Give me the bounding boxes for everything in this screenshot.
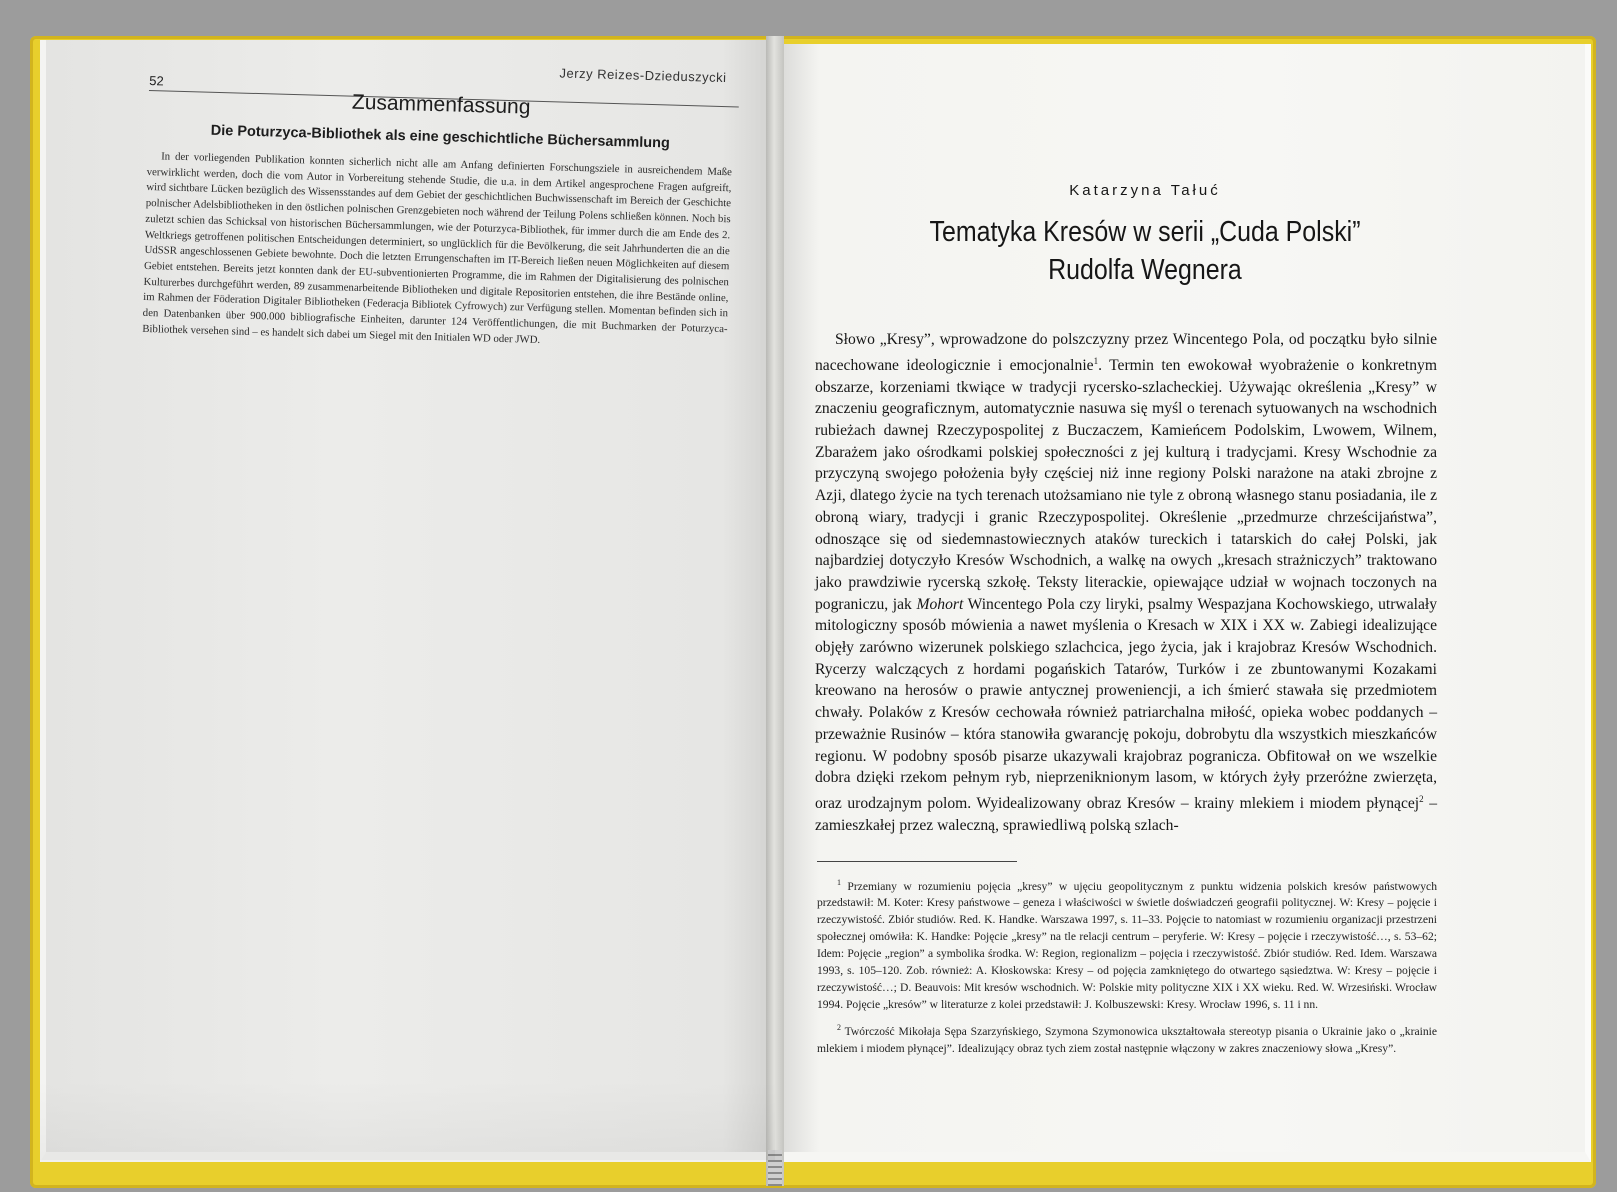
article-body xyxy=(815,329,1437,837)
page-number: 52 xyxy=(149,73,739,107)
running-head: Jerzy Reizes-Dzieduszycki xyxy=(559,65,727,86)
footnote-mark: 2 xyxy=(837,1023,841,1033)
article-author: Katarzyna Tałuć xyxy=(1069,182,1221,199)
footnote-rule xyxy=(817,861,1017,862)
page-shadow xyxy=(40,1080,775,1160)
body-text: Słowo „Kresy”, wprowadzone do polszczyzny przez Wincentego Pola, od początku było silnie nacechowane ideologicznie i emocjonalnie xyxy=(815,331,1437,374)
article-title xyxy=(892,213,1398,289)
left-page-content xyxy=(142,54,735,354)
footnote-ref: 1 xyxy=(1093,355,1099,366)
body-text: – zamieszkałej przez waleczną, sprawiedliwą polską szlach- xyxy=(815,795,1437,834)
body-text: . Termin ten ewokował wyobrażenie o konkretnym obszarze, korzeniami tkwiące w tradycji rycersko-szlacheckiej. Używając określenia „Kresy” w znaczeniu geograficznym, automatycznie nasuwa się myśl o terenach sytuowanych na wschodnich rubieżach dawnej Rzeczypospolitej z Buczaczem, Kamieńcem Podolskim, Lwowem, Wilnem, Zbarażem jako ośrodkami polskiej społeczności z jej kulturą i tradycjami. Kresy Wschodnie za przyczyną swojego położenia były częściej niż inne regiony Polski narażone na ataki zbrojne z Azji, dlatego życie na tych terenach utożsamiano nie tyle z obroną własnego stanu posiadania, ile z obroną wiary, tradycji i granic Rzeczypospolitej. Określenie „przedmurze chrześcijaństwa”, odnoszące się od siedemnastowiecznych ataków tureckich i tatarskich do całej Polski, jak najbardziej dotyczyło Kresów Wschodnich, a walkę na owych „kresach strażniczych” traktowano jako prawdziwie rycerską szkołę. Teksty literackie, opiewające udział w wojnach toczonych na pograniczu, jak xyxy=(815,356,1437,613)
footnote-text: Przemiany w rozumieniu pojęcia „kresy” w ujęciu geopolitycznym z punktu widzenia polskich kresów państwowych przedstawił: M. Koter: Kresy państwowe – geneza i właściwości w świetle doświadczeń geografii politycznej. W: Kresy – pojęcie i rzeczywistość. Zbiór studiów. Red. K. Handke. Warszawa 1997, s. 11–33. Pojęcie to natomiast w rozumieniu organizacji przestrzeni społecznej omówiła: K. Handke: Pojęcie „kresy” na tle relacji centrum – peryferie. W: Kresy – pojęcie i rzeczywistość…, s. 53–62; Idem: Pojęcie „region” a symbolika środka. W: Region, regionalizm – pojęcia i rzeczywistość. Zbiór studiów. Red. Idem. Warszawa 1993, s. 105–120. Zob. również: A. Kłoskowska: Kresy – od pojęcia zamkniętego do otwartego sąsiedztwa. W: Kresy – pojęcie i rzeczywistość…; D. Beauvois: Mit kresów wschodnich. W: Polskie mity polityczne XIX i XX wieku. Red. W. Wrzesiński. Wrocław 1994. Pojęcie „kresów” w literaturze z kolei przedstawił: J. Kolbuszewski: Kresy. Wrocław 1996, s. 11 i nn. xyxy=(817,879,1437,1012)
article-title-line2: Rudolfa Wegnera xyxy=(1048,254,1242,286)
body-text: Wincentego Pola czy liryki, psalmy Wespazjana Kochowskiego, utrwalały mitologiczny sposób mówienia a nawet myślenia o Kresach w XIX i XX w. Zabiegi idealizujące objęły zarówno wizerunek polskiego szlachcica, jego życia, jak i krajobraz Kresów Wschodnich. Rycerzy walczących z hordami pogańskich Tatarów, Turków i ze zbuntowanymi Kozakami kreowano na herosów o prawie antycznej proweniencji, a ich śmierć stawała się przedmiotem chwały. Polaków z Kresów cechowała również patriarchalna miłość, opieka wobec poddanych – przeważnie Rusinów – która stanowiła gwarancję pokoju, dobrobytu dla wszystkich mieszkańców regionu. W podobny sposób pisarze ukazywali krajobraz pogranicza. Obfitował on we wszelkie dobra dzięki rzekom pełnym ryb, nieprzeniknionym lasom, w których żyły przeróżne zwierzęta, oraz urodzajnym polom. Wyidealizowany obraz Kresów – krainy mlekiem i miodem płynącej xyxy=(815,595,1437,813)
book-gutter xyxy=(766,36,784,1186)
summary-body: In der vorliegenden Publikation konnten sicherlich nicht alle am Anfang definierten Forschungsziele in ausreichendem Maße verwirklicht werden, doch die vom Autor in Vorbereitung stehende Studie, die u.a. in dem Artikel angesprochene Fragen aufgreift, wird sichtbare Lücken bezüglich des Wissensstandes auf dem Gebiet der geschichtlichen Buchwissenschaft im Bereich der Geschichte polnischer Adelsbibliotheken in den östlichen polnischen Grenzgebieten noch während der Teilung Polens schließen können. Noch bis zuletzt schien das Schicksal von historischen Büchersammlungen, wie der Poturzyca-Bibliothek, für immer durch die am Ende des 2. Weltkriegs getroffenen politischen Entscheidungen determiniert, so unglücklich für die Bevölkerung, die seit Jahrhunderten die an die UdSSR angeschlossenen Gebiete bewohnte. Doch die letzten Errungenschaften im IT-Bereich ließen neuen Möglichkeiten auf diesem Gebiet entstehen. Bereits jetzt konnten dank der EU-subventionierten Programme, die im Rahmen der Digitalisierung des polnischen Kulturerbes durchgeführt werden, 89 zusammenarbeitende Bibliotheken und digitale Repositorien entstehen, die ihre Bestände online, im Rahmen der Föderation Digitaler Bibliotheken (Federacja Bibliotek Cyfrowych) zur Verfügung stellen. Momentan befinden sich in den Datenbanken über 900.000 bibliografische Einheiten, darunter 124 Veröffentlichungen, die mit Buchmarken der Poturzyca-Bibliothek versehen sind – es handelt sich dabei um Siegel mit den Initialen WD oder JWD. xyxy=(142,150,733,346)
footnote-text: Twórczość Mikołaja Sępa Szarzyńskiego, Szymona Szymonowica ukształtowała stereotyp pisania o Ukrainie jako o „krainie mlekiem i miodem płynącej”. Idealizujący obraz tych ziem został następnie włączony w zakres znaczeniowy słowa „Kresy”. xyxy=(817,1025,1437,1056)
right-page-content xyxy=(811,182,1439,1063)
footnote-1 xyxy=(817,874,1437,1014)
footnote-2 xyxy=(817,1019,1437,1057)
footnote-mark: 1 xyxy=(837,877,841,887)
summary-subheading: Die Poturzyca-Bibliothek als eine geschichtliche Büchersammlung xyxy=(210,122,671,152)
article-title-line1: Tematyka Kresów w serii „Cuda Polski” xyxy=(929,216,1361,248)
footnote-ref: 2 xyxy=(1419,793,1424,804)
body-italic: Mohort xyxy=(916,595,964,613)
summary-heading: Zusammenfassung xyxy=(351,90,531,119)
